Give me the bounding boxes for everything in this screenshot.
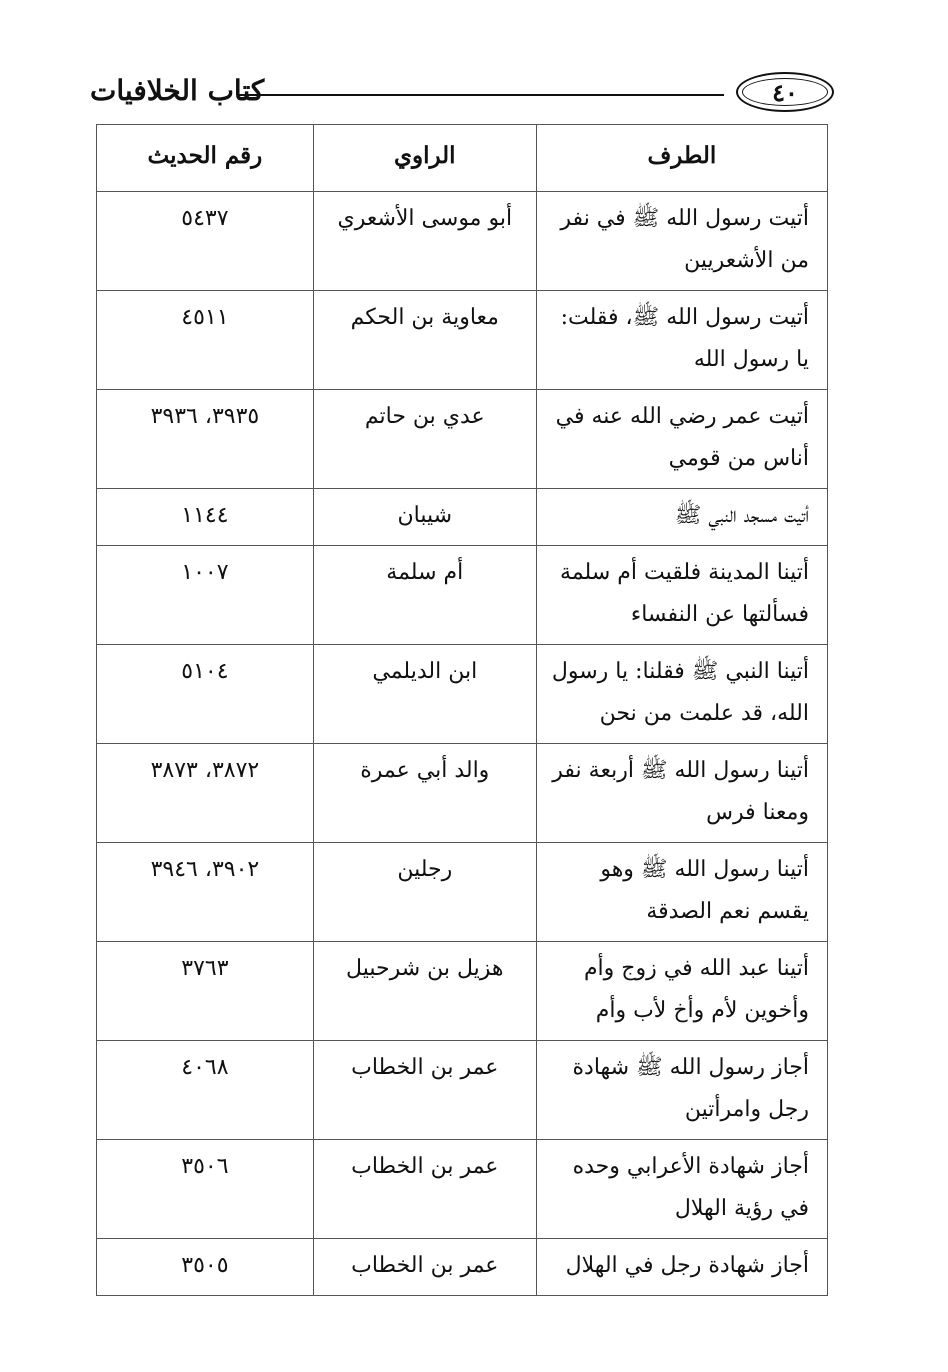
cell-hadith-number: ٣٥٠٦: [97, 1140, 314, 1239]
table-row: [97, 843, 828, 942]
table-row: [97, 192, 828, 291]
page-number: ٤٠: [772, 77, 798, 107]
cell-rawi: ابن الديلمي: [313, 645, 536, 744]
column-header-tarf: الطرف: [536, 125, 827, 192]
cell-tarf: أجاز رسول الله ﷺ شهادة رجل وامرأتين: [536, 1041, 827, 1140]
cell-hadith-number: ٣٥٠٥: [97, 1239, 314, 1296]
table-row: [97, 291, 828, 390]
cell-hadith-number: ٤٥١١: [97, 291, 314, 390]
table-row: [97, 1041, 828, 1140]
table-row: [97, 942, 828, 1041]
book-title: كتاب الخلافيات: [90, 74, 265, 107]
table-row: [97, 546, 828, 645]
cell-hadith-number: ٣٩٣٥، ٣٩٣٦: [97, 390, 314, 489]
table-header-row: [97, 125, 828, 192]
cell-rawi: أم سلمة: [313, 546, 536, 645]
cell-rawi: أبو موسى الأشعري: [313, 192, 536, 291]
cell-tarf: أتينا عبد الله في زوج وأم وأخوين لأم وأخ لأب وأم: [536, 942, 827, 1041]
hadith-index-table: [96, 124, 828, 1296]
cell-tarf: أتينا المدينة فلقيت أم سلمة فسألتها عن النفساء: [536, 546, 827, 645]
cell-tarf: أتينا رسول الله ﷺ أربعة نفر ومعنا فرس: [536, 744, 827, 843]
column-header-rawi: الراوي: [313, 125, 536, 192]
table-row: [97, 1140, 828, 1239]
cell-tarf: أجاز شهادة الأعرابي وحده في رؤية الهلال: [536, 1140, 827, 1239]
column-header-hadith-number: رقم الحديث: [97, 125, 314, 192]
cell-rawi: عمر بن الخطاب: [313, 1140, 536, 1239]
cell-hadith-number: ٤٠٦٨: [97, 1041, 314, 1140]
header-rule: [238, 94, 724, 96]
cell-rawi: هزيل بن شرحبيل: [313, 942, 536, 1041]
page-number-badge: [736, 72, 834, 112]
cell-rawi: عدي بن حاتم: [313, 390, 536, 489]
page-header: [88, 70, 836, 120]
table-body: [97, 192, 828, 1296]
cell-hadith-number: ٣٨٧٢، ٣٨٧٣: [97, 744, 314, 843]
table-row: [97, 1239, 828, 1296]
cell-rawi: والد أبي عمرة: [313, 744, 536, 843]
cell-hadith-number: ٥١٠٤: [97, 645, 314, 744]
cell-hadith-number: ٣٧٦٣: [97, 942, 314, 1041]
cell-rawi: معاوية بن الحكم: [313, 291, 536, 390]
table-row: [97, 744, 828, 843]
cell-rawi: شيبان: [313, 489, 536, 546]
cell-hadith-number: ٣٩٠٢، ٣٩٤٦: [97, 843, 314, 942]
cell-tarf: أتينا رسول الله ﷺ وهو يقسم نعم الصدقة: [536, 843, 827, 942]
table-row: [97, 489, 828, 546]
cell-tarf: أتينا النبي ﷺ فقلنا: يا رسول الله، قد علمت من نحن: [536, 645, 827, 744]
table-row: [97, 390, 828, 489]
cell-tarf: أتيت مسجد النبي ﷺ: [536, 489, 827, 546]
cell-hadith-number: ٥٤٣٧: [97, 192, 314, 291]
cell-hadith-number: ١١٤٤: [97, 489, 314, 546]
table-row: [97, 645, 828, 744]
cell-rawi: عمر بن الخطاب: [313, 1239, 536, 1296]
cell-tarf: أتيت رسول الله ﷺ، فقلت: يا رسول الله: [536, 291, 827, 390]
cell-rawi: عمر بن الخطاب: [313, 1041, 536, 1140]
cell-tarf: أتيت رسول الله ﷺ في نفر من الأشعريين: [536, 192, 827, 291]
cell-tarf: أتيت عمر رضي الله عنه في أناس من قومي: [536, 390, 827, 489]
cell-rawi: رجلين: [313, 843, 536, 942]
cell-tarf: أجاز شهادة رجل في الهلال: [536, 1239, 827, 1296]
cell-hadith-number: ١٠٠٧: [97, 546, 314, 645]
